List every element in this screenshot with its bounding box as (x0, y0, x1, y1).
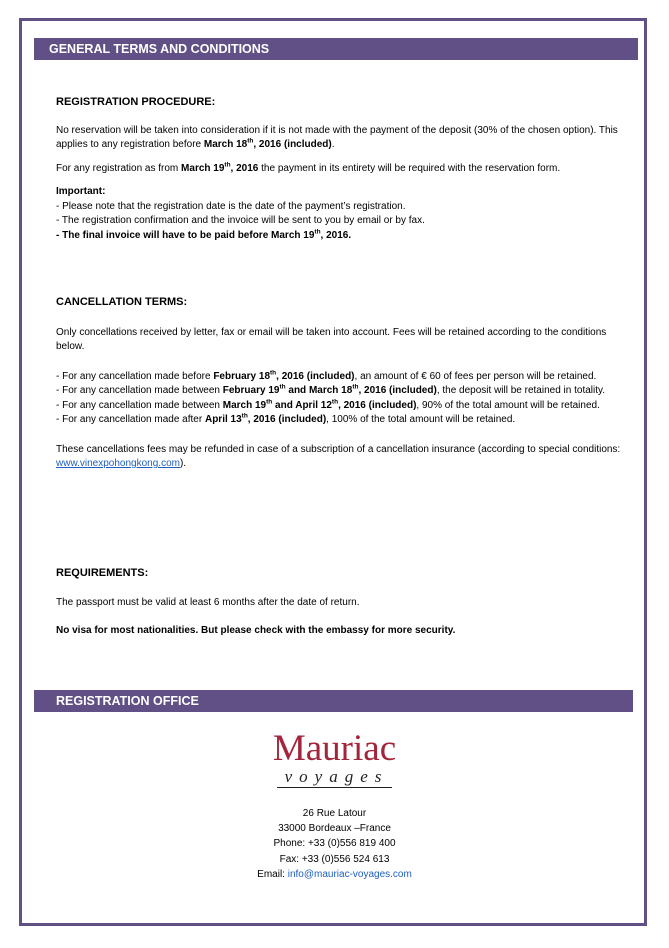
registration-heading: REGISTRATION PROCEDURE: (56, 96, 216, 108)
text: - The final invoice will have to be paid before March 19 (56, 229, 315, 241)
cancellation-item (56, 414, 515, 425)
registration-paragraph-2 (56, 162, 626, 177)
text: February 19 (222, 385, 280, 396)
office-email (0, 867, 669, 882)
text: th (266, 398, 273, 406)
text: and April 12 (272, 399, 332, 411)
address-street: 26 Rue Latour (302, 808, 367, 819)
text: - For any cancellation made after (56, 414, 205, 425)
cancellation-item (56, 371, 596, 382)
logo-wordmark: Mauriac (272, 728, 397, 769)
cancellation-item (56, 385, 605, 396)
text: . (331, 139, 335, 150)
text: , the deposit will be retained in totality. (436, 385, 606, 396)
important-item: - Please note that the registration date is the date of the payment’s registration. (56, 200, 406, 212)
text: March 19 (181, 162, 225, 174)
text: February 18 (213, 370, 271, 382)
text: th (352, 383, 359, 391)
text: - For any cancellation made between (56, 399, 223, 411)
logo-subtitle: voyages (277, 768, 393, 788)
text: th (247, 137, 254, 145)
text: - For any cancellation made between (56, 385, 223, 396)
text: th (331, 398, 339, 406)
text: ). (179, 458, 187, 469)
text: th (270, 369, 277, 377)
insurance-link[interactable]: www.vinexpohongkong.com (56, 458, 180, 469)
text: th (279, 383, 286, 391)
passport-requirement: The passport must be valid at least 6 months after the date of return. (56, 596, 360, 608)
address-city: 33000 Bordeaux –France (278, 823, 391, 835)
office-phone: Phone: +33 (0)556 819 400 (273, 838, 396, 850)
text: , 2016 (included) (253, 139, 332, 150)
visa-requirement: No visa for most nationalities. But please check with the embassy for more security. (56, 625, 456, 636)
text: , 2016 (230, 162, 259, 174)
text: March 19 (222, 399, 267, 411)
text: No reservation will be taken into consideration if it is not made with the payment of the deposit (30% of the chosen option). This applies to any registration before (56, 124, 618, 150)
important-label: Important: (56, 186, 106, 197)
text: , 2016 (included) (338, 399, 417, 411)
text: , 2016 (included) (358, 385, 437, 396)
text: and March 18 (285, 385, 353, 396)
text: th (241, 412, 248, 420)
text: , 2016 (included) (247, 414, 327, 425)
cancellation-intro: Only concellations received by letter, fax or email will be taken into account. Fees will be retained according to the conditions below. (56, 326, 607, 352)
office-address (0, 806, 669, 882)
email-link[interactable]: info@mauriac-voyages.com (287, 868, 412, 880)
text: th (224, 161, 231, 169)
cancellation-heading: CANCELLATION TERMS: (56, 296, 188, 308)
requirements-section (56, 566, 626, 639)
cancellation-list (56, 370, 626, 428)
text: For any registration as from (56, 162, 182, 174)
requirements-heading: REQUIREMENTS: (56, 567, 149, 579)
text: April 13 (204, 414, 242, 425)
email-label: Email: (257, 868, 288, 880)
mauriac-voyages-logo (0, 730, 669, 788)
important-item: - The registration confirmation and the invoice will be sent to you by email or by fax. (56, 215, 425, 226)
section-header-terms: GENERAL TERMS AND CONDITIONS (34, 38, 638, 60)
text: , 90% of the total amount will be retained. (416, 399, 600, 411)
office-fax: Fax: +33 (0)556 524 613 (279, 853, 390, 865)
important-item (56, 230, 351, 241)
text: , an amount of € 60 of fees per person will be retained. (354, 370, 597, 382)
text: March 18 (203, 139, 248, 150)
cancellation-section (56, 295, 626, 472)
section-header-office: REGISTRATION OFFICE (34, 690, 633, 712)
text: the payment in its entirety will be required with the reservation form. (258, 162, 561, 174)
cancellation-item (56, 400, 600, 411)
registration-paragraph-1 (56, 124, 626, 153)
text: , 2016. (320, 229, 352, 241)
text: - For any cancellation made before (56, 370, 214, 382)
text: These cancellations fees may be refunded in case of a subscription of a cancellation insurance (according to special conditions: (56, 443, 621, 455)
registration-section (56, 95, 626, 243)
refund-paragraph (56, 443, 626, 472)
text: , 100% of the total amount will be retained. (326, 414, 516, 425)
text: , 2016 (included) (276, 370, 355, 382)
text: th (314, 228, 321, 236)
important-block (56, 185, 626, 243)
